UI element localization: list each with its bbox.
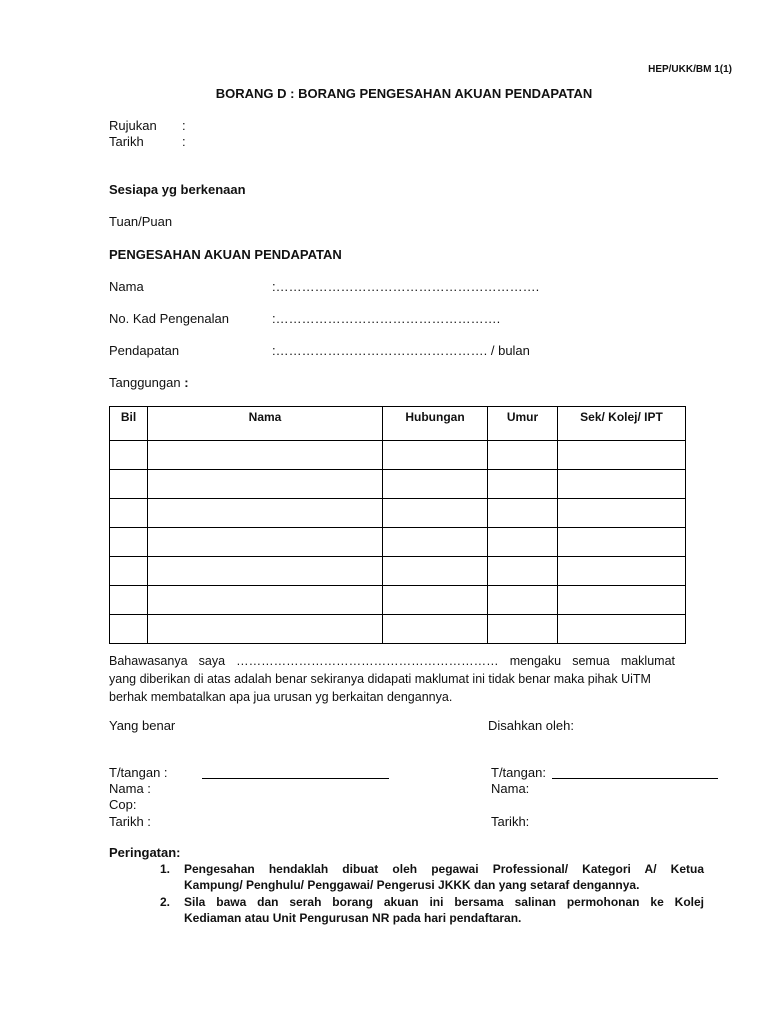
income-suffix: / bulan [490,343,530,358]
left-stamp-label: Cop: [109,797,137,812]
table-cell[interactable] [148,441,383,470]
table-row [110,499,686,528]
note-line: Kediaman atau Unit Pengurusan NR pada hari pendaftaran. [184,911,522,925]
header-hubungan: Hubungan [383,407,488,441]
table-cell[interactable] [110,586,148,615]
table-cell[interactable] [488,470,558,499]
declaration-paragraph [109,652,675,706]
table-cell[interactable] [558,615,686,644]
table-cell[interactable] [558,441,686,470]
dependents-table [109,406,686,644]
table-cell[interactable] [383,557,488,586]
date-label: Tarikh [109,134,144,149]
right-sign-heading: Disahkan oleh: [488,718,574,733]
table-cell[interactable] [488,528,558,557]
table-cell[interactable] [488,586,558,615]
table-cell[interactable] [110,615,148,644]
table-cell[interactable] [148,586,383,615]
note-item [160,894,706,926]
note-line: Pengesahan hendaklah dibuat oleh pegawai Professional/ Kategori A/ Ketua [184,862,704,876]
table-row [110,470,686,499]
table-row [110,586,686,615]
form-title: BORANG D : BORANG PENGESAHAN AKUAN PENDAPATAN [215,86,593,101]
right-signature-label: T/tangan: [491,765,546,780]
header-umur: Umur [488,407,558,441]
note-line: Kampung/ Penghulu/ Penggawai/ Pengerusi JKKK dan yang setaraf dengannya. [184,878,640,892]
form-code: HEP/UKK/BM 1(1) [648,64,732,75]
to-whom: Sesiapa yg berkenaan [109,182,246,197]
note-text [184,861,704,893]
dependents-colon: : [184,375,189,390]
note-line: Sila bawa dan serah borang akuan ini bersama salinan permohonan ke Kolej [184,895,704,909]
table-cell[interactable] [558,470,686,499]
table-header-row [110,407,686,441]
notes-heading: Peringatan: [109,845,181,860]
table-cell[interactable] [110,528,148,557]
left-date-label: Tarikh : [109,814,151,829]
right-date-label: Tarikh: [491,814,530,829]
table-cell[interactable] [110,470,148,499]
name-label: Nama [109,279,144,294]
left-name-label: Nama : [109,781,151,796]
table-row [110,441,686,470]
declaration-line-1: Bahawasanya saya ……………………………………………………… mengaku semua maklumat [109,654,675,668]
declaration-line-3: berhak membatalkan apa jua urusan yg berkaitan dengannya. [109,690,453,704]
table-row [110,557,686,586]
right-signature-line[interactable] [552,778,718,779]
table-row [110,615,686,644]
table-cell[interactable] [383,615,488,644]
table-cell[interactable] [148,499,383,528]
reference-colon: : [182,118,186,133]
table-cell[interactable] [488,441,558,470]
table-cell[interactable] [383,528,488,557]
table-cell[interactable] [488,615,558,644]
table-cell[interactable] [110,499,148,528]
declaration-line-2: yang diberikan di atas adalah benar sekiranya didapati maklumat ini tidak benar maka pihak UiTM [109,672,651,686]
table-cell[interactable] [383,586,488,615]
income-dots: :…………………………………………. [272,343,488,358]
left-signature-label: T/tangan : [109,765,168,780]
table-cell[interactable] [488,557,558,586]
income-field [272,343,530,358]
right-name-label: Nama: [491,781,530,796]
table-cell[interactable] [383,470,488,499]
table-cell[interactable] [148,557,383,586]
table-cell[interactable] [148,528,383,557]
header-nama: Nama [148,407,383,441]
note-text [184,894,704,926]
left-signature-line[interactable] [202,778,389,779]
ic-dots: :……………………………………………. [272,311,501,326]
header-bil: Bil [110,407,148,441]
table-cell[interactable] [558,499,686,528]
subject-heading: PENGESAHAN AKUAN PENDAPATAN [109,247,342,262]
table-cell[interactable] [488,499,558,528]
dependents-label-text: Tanggungan [109,375,181,390]
income-label: Pendapatan [109,343,180,358]
table-cell[interactable] [558,528,686,557]
table-cell[interactable] [558,557,686,586]
reference-label: Rujukan [109,118,157,133]
dependents-table-body [110,441,686,644]
table-cell[interactable] [383,441,488,470]
table-cell[interactable] [148,470,383,499]
note-number: 2. [160,895,171,909]
note-item [160,861,706,893]
ic-label: No. Kad Pengenalan [109,311,229,326]
salutation: Tuan/Puan [109,214,173,229]
table-cell[interactable] [558,586,686,615]
name-dots: :……………………………………………………. [272,279,540,294]
table-row [110,528,686,557]
header-institution: Sek/ Kolej/ IPT [558,407,686,441]
table-cell[interactable] [110,557,148,586]
dependents-label [109,375,189,390]
table-cell[interactable] [110,441,148,470]
note-number: 1. [160,862,171,876]
table-cell[interactable] [148,615,383,644]
date-colon: : [182,134,186,149]
left-sign-heading: Yang benar [109,718,176,733]
table-cell[interactable] [383,499,488,528]
